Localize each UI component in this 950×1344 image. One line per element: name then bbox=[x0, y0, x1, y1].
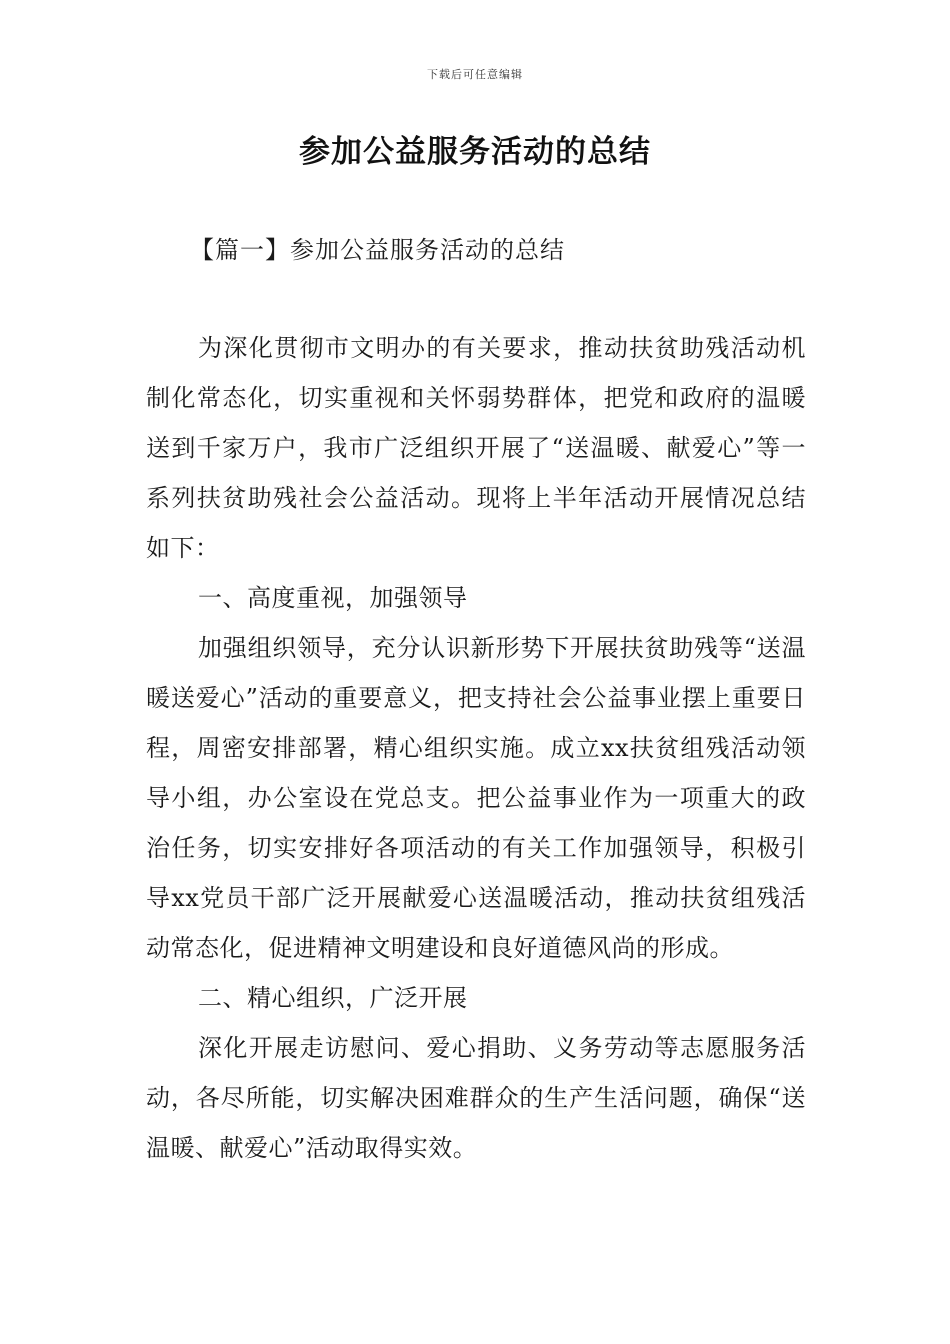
paragraph-leadership: 加强组织领导，充分认识新形势下开展扶贫助残等“送温暖送爱心”活动的重要意义，把支持社会公益事业摆上重要日程，周密安排部署，精心组织实施。成立xx扶贫组残活动领导小组，办公室设在党总支。把公益事业作为一项重大的政治任务，切实安排好各项活动的有关工作加强领导，积极引导xx党员干部广泛开展献爱心送温暖活动，推动扶贫组残活动常态化，促进精神文明建设和良好道德风尚的形成。 bbox=[146, 634, 806, 962]
header-note: 下载后可任意编辑 bbox=[427, 68, 523, 81]
section-heading: 【篇一】参加公益服务活动的总结 bbox=[190, 236, 565, 264]
subheading-1: 一、高度重视，加强领导 bbox=[198, 584, 468, 612]
document-title: 参加公益服务活动的总结 bbox=[299, 134, 651, 170]
document-body bbox=[146, 323, 806, 1173]
subheading-2: 二、精心组织，广泛开展 bbox=[198, 984, 468, 1012]
paragraph-intro: 为深化贯彻市文明办的有关要求，推动扶贫助残活动机制化常态化，切实重视和关怀弱势群体，把党和政府的温暖送到千家万户，我市广泛组织开展了“送温暖、献爱心”等一系列扶贫助残社会公益活动。现将上半年活动开展情况总结如下： bbox=[146, 334, 806, 562]
paragraph-activities: 深化开展走访慰问、爱心捐助、义务劳动等志愿服务活动，各尽所能，切实解决困难群众的生产生活问题，确保“送温暖、献爱心”活动取得实效。 bbox=[146, 1034, 806, 1162]
